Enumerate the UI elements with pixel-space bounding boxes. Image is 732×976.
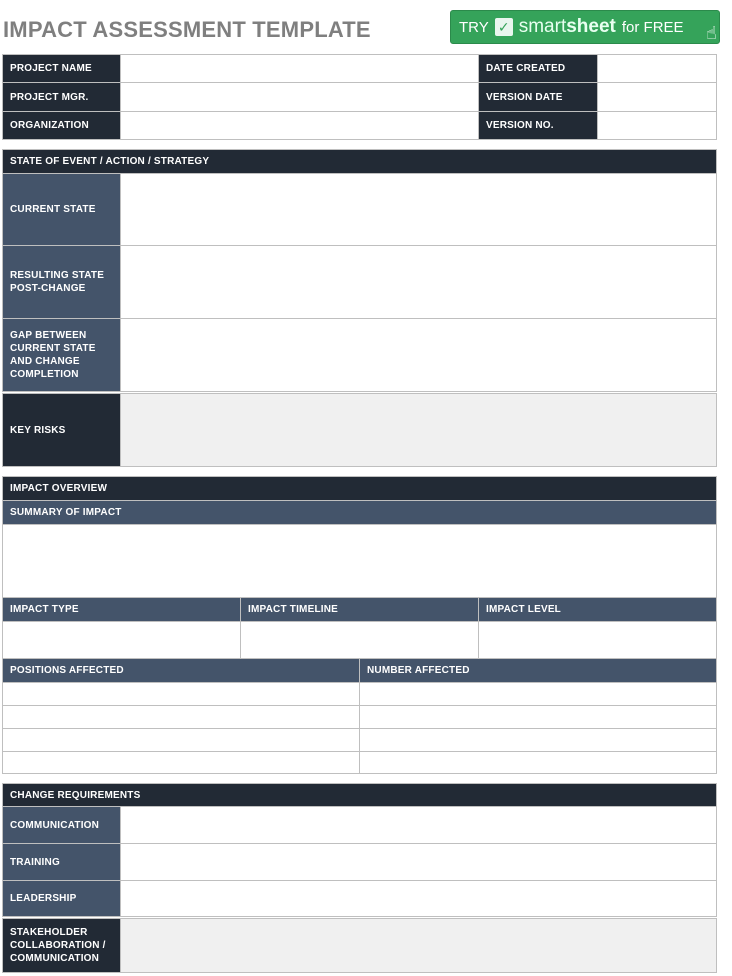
impact-timeline-field[interactable] xyxy=(240,621,479,659)
training-field[interactable] xyxy=(120,843,717,881)
try-smartsheet-banner[interactable] xyxy=(450,10,720,44)
current-state-label: CURRENT STATE xyxy=(2,173,121,246)
hand-cursor-icon: ☝ xyxy=(706,23,717,43)
project-mgr-label: PROJECT MGR. xyxy=(2,82,121,112)
impact-type-label: IMPACT TYPE xyxy=(2,597,241,622)
leadership-field[interactable] xyxy=(120,880,717,917)
stakeholder-label: STAKEHOLDER COLLABORATION / COMMUNICATION xyxy=(2,918,121,973)
impact-timeline-label: IMPACT TIMELINE xyxy=(240,597,479,622)
check-icon: ✓ xyxy=(495,18,513,36)
impact-level-label: IMPACT LEVEL xyxy=(478,597,717,622)
number-affected-header: NUMBER AFFECTED xyxy=(359,658,717,683)
resulting-state-field[interactable] xyxy=(120,245,717,319)
current-state-field[interactable] xyxy=(120,173,717,246)
organization-field[interactable] xyxy=(120,111,479,140)
date-created-label: DATE CREATED xyxy=(478,54,598,83)
smartsheet-logo: smartsheet xyxy=(518,16,616,37)
training-label: TRAINING xyxy=(2,843,121,881)
gap-field[interactable] xyxy=(120,318,717,392)
version-date-field[interactable] xyxy=(597,82,717,112)
change-requirements-header: CHANGE REQUIREMENTS xyxy=(2,783,717,807)
gap-label: GAP BETWEEN CURRENT STATE AND CHANGE COMPLETION xyxy=(2,318,121,392)
impact-type-field[interactable] xyxy=(2,621,241,659)
number-affected-cell[interactable] xyxy=(359,682,717,706)
project-name-label: PROJECT NAME xyxy=(2,54,121,83)
version-no-field[interactable] xyxy=(597,111,717,140)
communication-label: COMMUNICATION xyxy=(2,806,121,844)
positions-affected-cell[interactable] xyxy=(2,705,360,729)
stakeholder-field[interactable] xyxy=(120,918,717,973)
version-no-label: VERSION NO. xyxy=(478,111,598,140)
communication-field[interactable] xyxy=(120,806,717,844)
positions-affected-cell[interactable] xyxy=(2,751,360,774)
number-affected-cell[interactable] xyxy=(359,751,717,774)
number-affected-cell[interactable] xyxy=(359,705,717,729)
impact-level-field[interactable] xyxy=(478,621,717,659)
summary-of-impact-label: SUMMARY OF IMPACT xyxy=(2,500,717,525)
version-date-label: VERSION DATE xyxy=(478,82,598,112)
positions-affected-header: POSITIONS AFFECTED xyxy=(2,658,360,683)
organization-label: ORGANIZATION xyxy=(2,111,121,140)
project-name-field[interactable] xyxy=(120,54,479,83)
leadership-label: LEADERSHIP xyxy=(2,880,121,917)
key-risks-field[interactable] xyxy=(120,393,717,467)
key-risks-label: KEY RISKS xyxy=(2,393,121,467)
positions-affected-cell[interactable] xyxy=(2,682,360,706)
summary-of-impact-field[interactable] xyxy=(2,524,717,598)
project-mgr-field[interactable] xyxy=(120,82,479,112)
number-affected-cell[interactable] xyxy=(359,728,717,752)
date-created-field[interactable] xyxy=(597,54,717,83)
resulting-state-label: RESULTING STATE POST-CHANGE xyxy=(2,245,121,319)
impact-overview-header: IMPACT OVERVIEW xyxy=(2,476,717,501)
page-title: IMPACT ASSESSMENT TEMPLATE xyxy=(3,17,371,42)
positions-affected-cell[interactable] xyxy=(2,728,360,752)
banner-suffix-text: for FREE xyxy=(621,18,684,36)
state-section-header: STATE OF EVENT / ACTION / STRATEGY xyxy=(2,149,717,174)
banner-try-text: TRY xyxy=(459,18,489,36)
